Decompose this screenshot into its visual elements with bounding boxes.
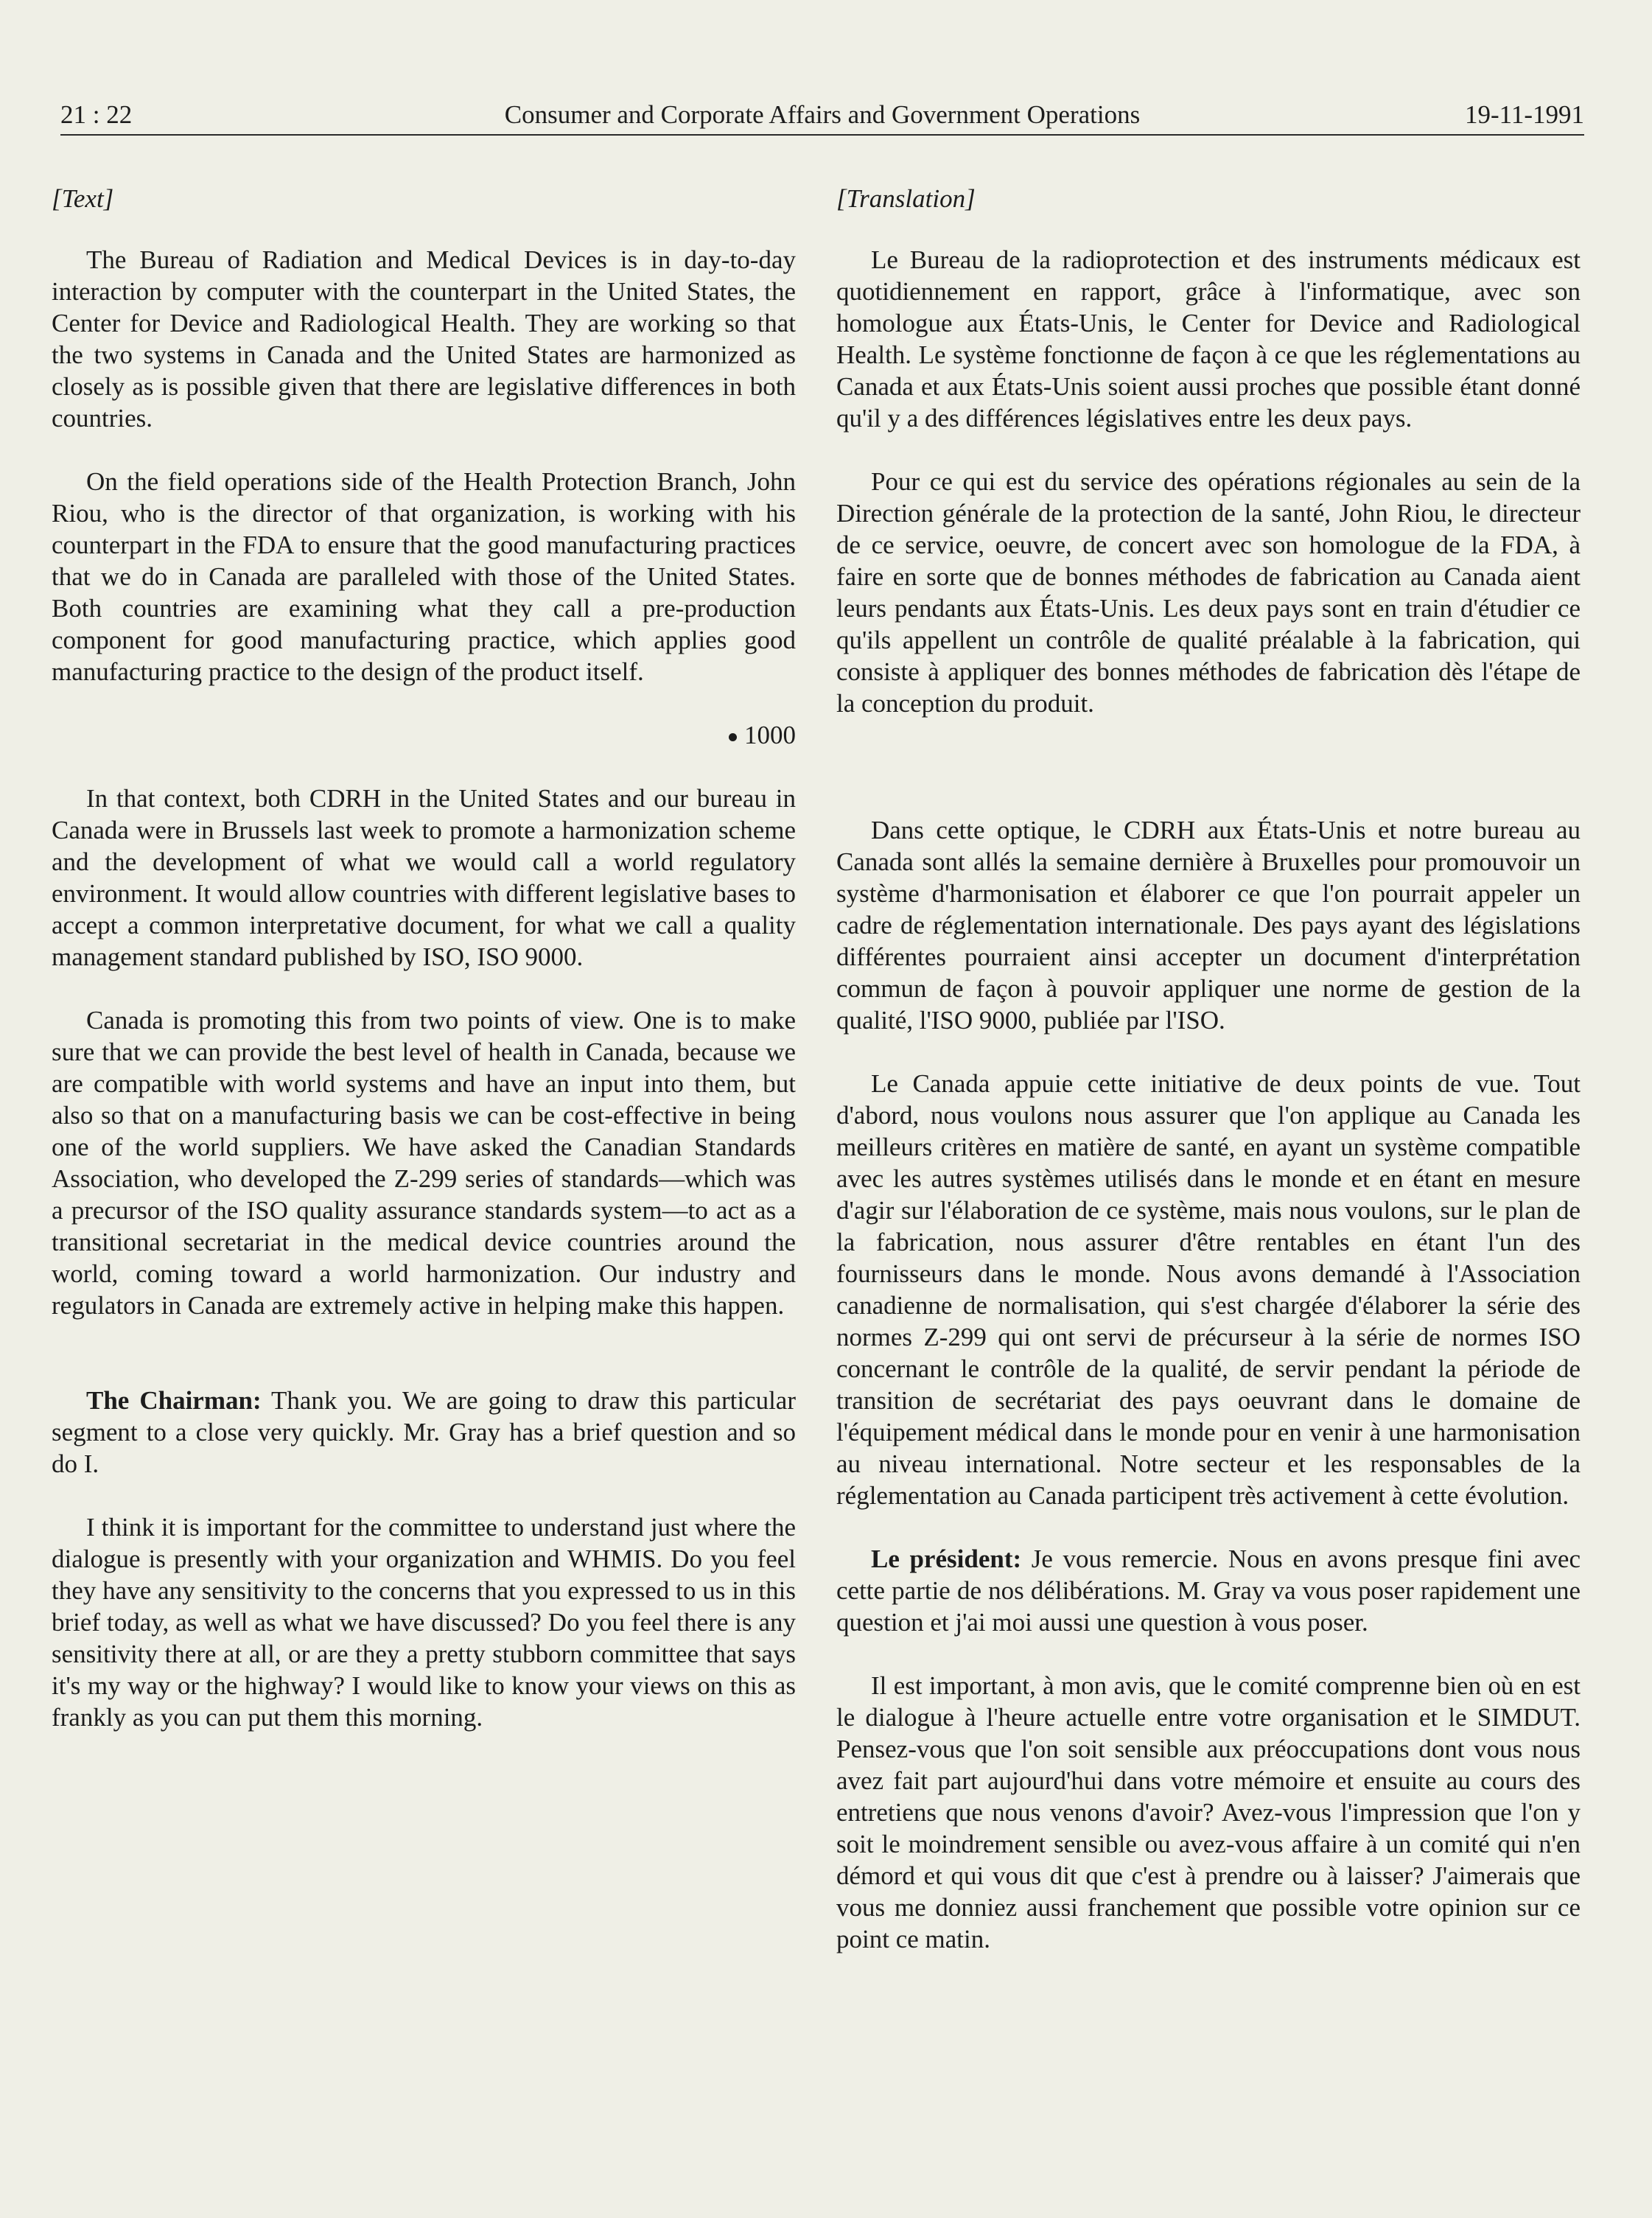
speaker-name: Le président: bbox=[871, 1544, 1022, 1573]
paragraph: Pour ce qui est du service des opérations régionales au sein de la Direction générale de la protection de la santé, John Riou, le directeur de ce service, oeuvre, de concert avec son homologue de la FDA, à faire en sorte que de bonnes méthodes de fabrication au Canada aient leurs pendants aux États-Unis. Les deux pays sont en train d'étudier ce qu'ils appellent un contrôle de qualité préalable à la fabrication, qui consiste à appliquer des bonnes méthodes de fabrication dès l'étape de la conception du produit. bbox=[836, 467, 1581, 718]
text-label: [Text] bbox=[52, 184, 114, 213]
paragraph: Dans cette optique, le CDRH aux États-Unis et notre bureau au Canada sont allés la semaine dernière à Bruxelles pour promouvoir un système d'harmonisation et élaborer ce que l'on pourrait appeler un cadre de réglementation internationale. Des pays ayant des législations différentes pourraient ainsi accepter un document d'interprétation commun de façon à pouvoir appliquer une norme de gestion de la qualité, l'ISO 9000, publiée par l'ISO. bbox=[836, 816, 1581, 1035]
paragraph: The Bureau of Radiation and Medical Devices is in day-to-day interaction by computer with the counterpart in the United States, the Center for Device and Radiological Health. They are working so that the two systems in Canada and the United States are harmonized as closely as is possible given that there are legislative differences in both countries. bbox=[52, 245, 796, 433]
paragraph: I think it is important for the committee to understand just where the dialogue is presently with your organization and WHMIS. Do you feel they have any sensitivity to the concerns that you expressed to us in this brief today, as well as what we have discussed? Do you feel there is any sensitivity there at all, or are they a pretty stubborn committee that says it's my way or the highway? I would like to know your views on this as frankly as you can put them this morning. bbox=[52, 1513, 796, 1732]
paragraph: Il est important, à mon avis, que le comité comprenne bien où en est le dialogue à l'heure actuelle entre votre organisation et le SIMDUT. Pensez-vous que l'on soit sensible aux préoccupations dont vous nous avez fait part aujourd'hui dans votre mémoire et ensuite au cours des entretiens que nous venons d'avoir? Avez-vous l'impression que l'on y soit le moindrement sensible ou avez-vous affaire à un comité qui n'en démord et qui vous dit que c'est à prendre ou à laisser? J'aimerais que vous me donniez aussi franchement que possible votre opinion sur ce point ce matin. bbox=[836, 1671, 1581, 1953]
page-header bbox=[60, 97, 1584, 136]
chairman-remark: Le président: Je vous remercie. Nous en avons presque fini avec cette partie de nos délibérations. M. Gray va vous poser rapidement une question et j'ai moi aussi une question à vous poser. bbox=[836, 1544, 1581, 1637]
paragraph: Le Bureau de la radioprotection et des instruments médicaux est quotidiennement en rapport, grâce à l'informatique, avec son homologue aux États-Unis, le Center for Device and Radiological Health. Le système fonctionne de façon à ce que les réglementations au Canada et aux États-Unis soient aussi proches que possible étant donné qu'il y a des différences législatives entre les deux pays. bbox=[836, 245, 1581, 433]
running-title: Consumer and Corporate Affairs and Government Operations bbox=[504, 100, 1141, 129]
paragraph: On the field operations side of the Health Protection Branch, John Riou, who is the director of that organization, is working with his counterpart in the FDA to ensure that the good manufacturing practices that we do in Canada are paralleled with those of the United States. Both countries are examining what they call a pre-production component for good manufacturing practice, which applies good manufacturing practice to the design of the product itself. bbox=[52, 467, 796, 686]
chairman-remark: The Chairman: Thank you. We are going to draw this particular segment to a close very quickly. Mr. Gray has a brief question and so do I. bbox=[52, 1386, 797, 1478]
paragraph: In that context, both CDRH in the United States and our bureau in Canada were in Brussels last week to promote a harmonization scheme and the development of what we would call a world regulatory environment. It would allow countries with different legislative bases to accept a common interpretative document, for what we call a quality management standard published by ISO, ISO 9000. bbox=[52, 784, 796, 971]
bullet-icon bbox=[729, 733, 737, 741]
session-date: 19-11-1991 bbox=[1464, 100, 1584, 129]
paragraph: Canada is promoting this from two points of view. One is to make sure that we can provide the best level of health in Canada, because we are compatible with world systems and have an input into them, but also so that on a manufacturing basis we can be cost-effective in being one of the world suppliers. We have asked the Canadian Standards Association, who developed the Z-299 series of standards—which was a precursor of the ISO quality assurance standards system—to act as a transitional secretariat in the medical device countries around the world, coming toward a world harmonization. Our industry and regulators in Canada are extremely active in helping make this happen. bbox=[52, 1006, 796, 1320]
english-column bbox=[52, 183, 796, 1733]
page-number: 21 : 22 bbox=[60, 100, 133, 129]
speaker-name: The Chairman: bbox=[86, 1386, 262, 1415]
french-column bbox=[836, 183, 1581, 1955]
paragraph: Le Canada appuie cette initiative de deux points de vue. Tout d'abord, nous voulons nous assurer que l'on applique au Canada les meilleurs critères en matière de santé, en ayant un système compatible avec les autres systèmes utilisés dans le monde et en étant en mesure d'agir sur l'élaboration de ce système, mais nous voulons, sur le plan de la fabrication, nous assurer d'être rentables en étant l'un des fournisseurs dans le monde. Nous avons demandé à l'Association canadienne de normalisation, qui s'est chargée d'élaborer la série des normes Z-299 qui ont servi de précurseur à la série de normes ISO concernant le contrôle de la qualité, de servir pendant la période de transition de secrétariat des pays oeuvrant dans le domaine de l'équipement médical dans le monde pour en venir à une harmonisation au niveau international. Notre secteur et les responsables de la réglementation au Canada participent très activement à cette évolution. bbox=[836, 1069, 1581, 1510]
translation-label: [Translation] bbox=[836, 184, 976, 213]
time-marker: 1000 bbox=[52, 719, 796, 751]
